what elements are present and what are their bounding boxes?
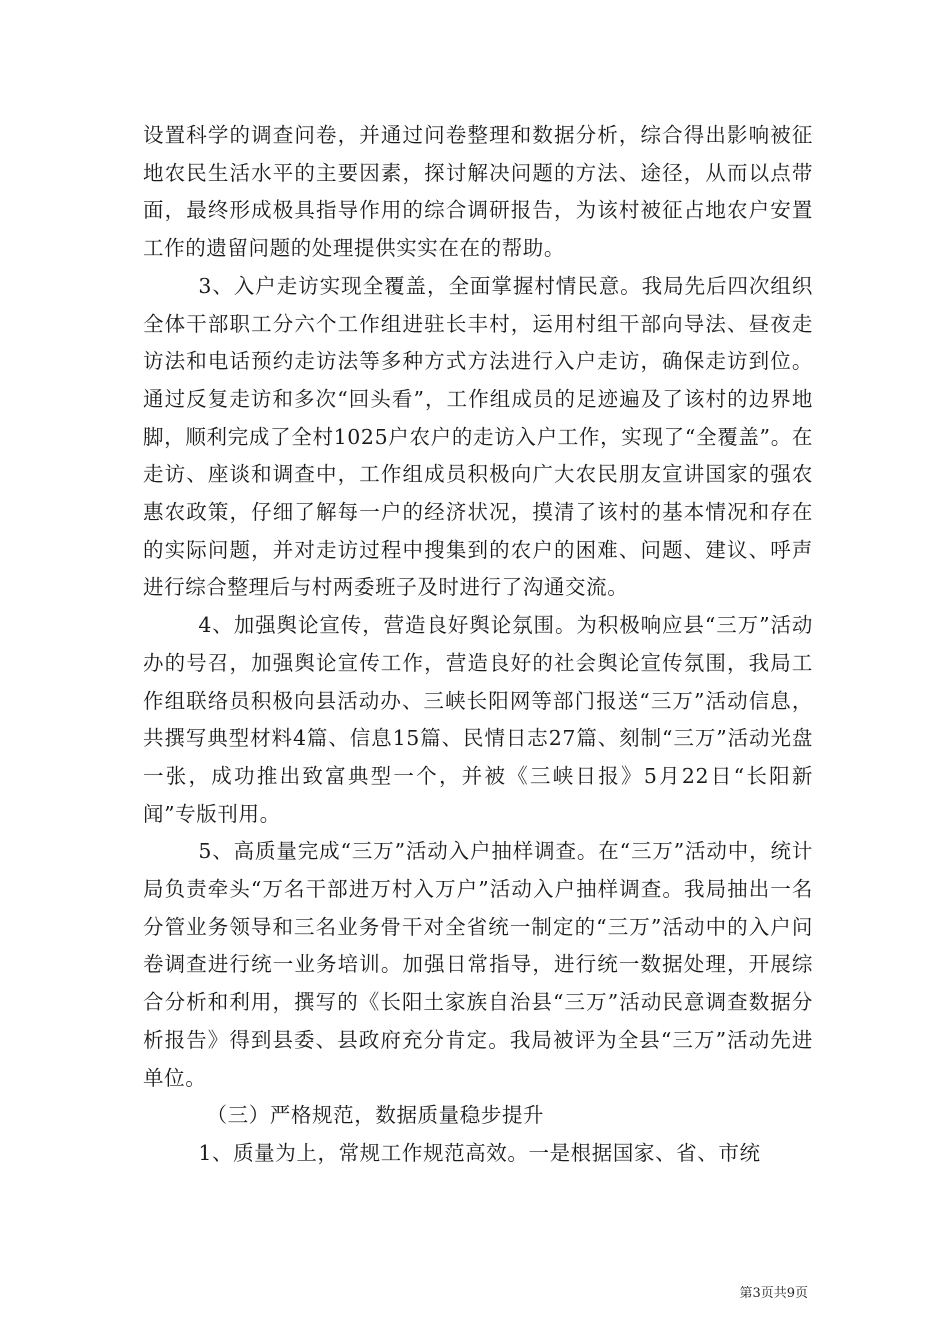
- document-body: [143, 117, 813, 1173]
- page-number: 第3页共9页: [739, 1286, 808, 1301]
- paragraph-item-4: 4、加强舆论宣传，营造良好舆论氛围。为积极响应县“三万”活动办的号召，加强舆论宣传工作，营造良好的社会舆论宣传氛围，我局工作组联络员积极向县活动办、三峡长阳网等部门报送“三万”活动信息，共撰写典型材料4篇、信息15篇、民情日志27篇、刻制“三万”活动光盘一张，成功推出致富典型一个，并被《三峡日报》5月22日“长阳新闻”专版刊用。: [143, 613, 813, 826]
- paragraph-continuation: 设置科学的调查问卷，并通过问卷整理和数据分析，综合得出影响被征地农民生活水平的主要因素，探讨解决问题的方法、途径，从而以点带面，最终形成极具指导作用的综合调研报告，为该村被征占地农户安置工作的遗留问题的处理提供实实在在的帮助。: [143, 123, 813, 261]
- paragraph-item-1: 1、质量为上，常规工作规范高效。一是根据国家、省、市统: [198, 1140, 761, 1165]
- paragraph-item-5: 5、高质量完成“三万”活动入户抽样调查。在“三万”活动中，统计局负责牵头“万名干部进万村入万户”活动入户抽样调查。我局抽出一名分管业务领导和三名业务骨干对全省统一制定的“三万”活动中的入户问卷调查进行统一业务培训。加强日常指导，进行统一数据处理，开展综合分析和利用，撰写的《长阳土家族自治县“三万”活动民意调查数据分析报告》得到县委、县政府充分肯定。我局被评为全县“三万”活动先进单位。: [143, 839, 813, 1090]
- paragraph-item-3: 3、入户走访实现全覆盖，全面掌握村情民意。我局先后四次组织全体干部职工分六个工作组进驻长丰村，运用村组干部向导法、昼夜走访法和电话预约走访法等多种方式方法进行入户走访，确保走访到位。通过反复走访和多次“回头看”，工作组成员的足迹遍及了该村的边界地脚，顺利完成了全村1025户农户的走访入户工作，实现了“全覆盖”。在走访、座谈和调查中，工作组成员积极向广大农民朋友宣讲国家的强农惠农政策，仔细了解每一户的经济状况，摸清了该村的基本情况和存在的实际问题，并对走访过程中搜集到的农户的困难、问题、建议、呼声进行综合整理后与村两委班子及时进行了沟通交流。: [143, 273, 813, 600]
- section-heading: （三）严格规范，数据质量稳步提升: [206, 1103, 545, 1128]
